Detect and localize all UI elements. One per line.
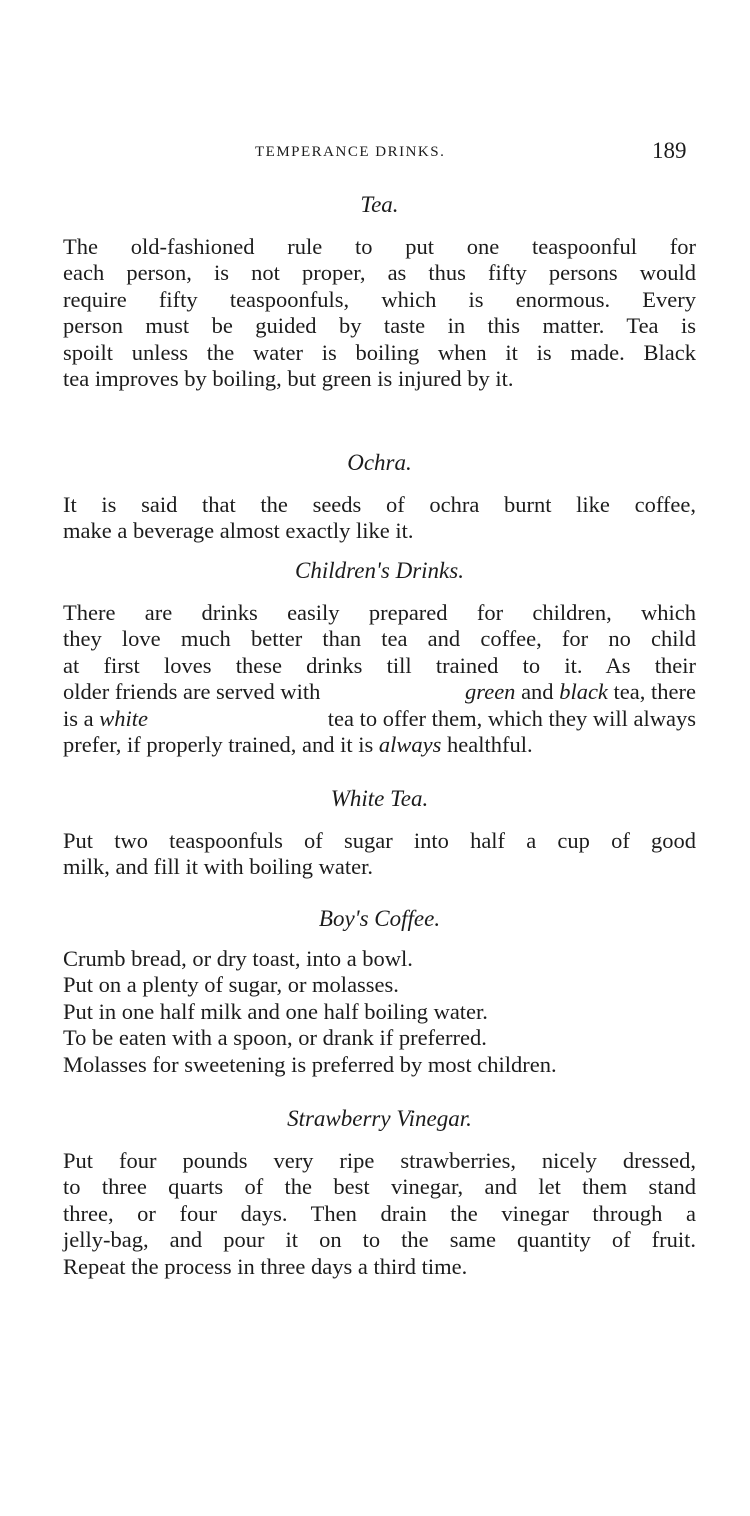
text-line: There are drinks easily prepared for children, which — [63, 600, 696, 625]
text-line: older friends are served with green and black tea, there — [63, 679, 696, 705]
section-boys-coffee — [63, 904, 696, 1078]
text-line: three, or four days. Then drain the vinegar through a — [63, 1200, 696, 1226]
section-childrens-drinks — [63, 556, 696, 758]
running-title: TEMPERANCE DRINKS. — [255, 144, 446, 160]
section-white-tea — [63, 784, 696, 881]
section-heading: Tea. — [360, 192, 399, 217]
text-line: Molasses for sweetening is preferred by most children. — [63, 1051, 557, 1077]
text-line: spoilt unless the water is boiling when it is made. Black — [63, 339, 696, 365]
section-heading: Ochra. — [347, 450, 412, 475]
text-line: Crumb bread, or dry toast, into a bowl. — [63, 946, 413, 971]
text-line: make a beverage almost exactly like it. — [63, 518, 414, 544]
running-header — [0, 138, 750, 168]
section-ochra — [63, 448, 696, 545]
section-heading: Strawberry Vinegar. — [287, 1106, 472, 1131]
text-line: Repeat the process in three days a third time. — [63, 1253, 468, 1279]
text-line: to three quarts of the best vinegar, and let them stand — [63, 1174, 696, 1200]
text-line: each person, is not proper, as thus fifty persons would — [63, 260, 696, 286]
text-line: It is said that the seeds of ochra burnt like coffee, — [63, 492, 696, 517]
section-tea — [63, 190, 696, 392]
text-line: require fifty teaspoonfuls, which is enormous. Every — [63, 286, 696, 312]
text-line: person must be guided by taste in this matter. Tea is — [63, 313, 696, 339]
text-line: The old-fashioned rule to put one teaspoonful for — [63, 234, 696, 259]
text-line: Put four pounds very ripe strawberries, nicely dressed, — [63, 1148, 696, 1173]
text-line: prefer, if properly trained, and it is always healthful. — [63, 731, 533, 757]
text-line: To be eaten with a spoon, or drank if preferred. — [63, 1025, 487, 1051]
text-line: tea improves by boiling, but green is injured by it. — [63, 365, 514, 391]
text-line: Put two teaspoonfuls of sugar into half a cup of good — [63, 828, 696, 853]
text-line: they love much better than tea and coffee, for no child — [63, 626, 696, 652]
section-strawberry-vinegar — [63, 1104, 696, 1280]
page-number: 189 — [652, 138, 687, 163]
section-heading: Children's Drinks. — [295, 558, 464, 583]
text-line: jelly-bag, and pour it on to the same quantity of fruit. — [63, 1227, 696, 1253]
text-line: is a white tea to offer them, which they will always — [63, 705, 696, 731]
text-line: Put on a plenty of sugar, or molasses. — [63, 972, 399, 998]
section-heading: White Tea. — [330, 786, 429, 811]
text-line: Put in one half milk and one half boiling water. — [63, 998, 488, 1024]
text-line: at first loves these drinks till trained to it. As their — [63, 652, 696, 678]
section-heading: Boy's Coffee. — [318, 906, 441, 931]
text-line: milk, and fill it with boiling water. — [63, 854, 373, 880]
